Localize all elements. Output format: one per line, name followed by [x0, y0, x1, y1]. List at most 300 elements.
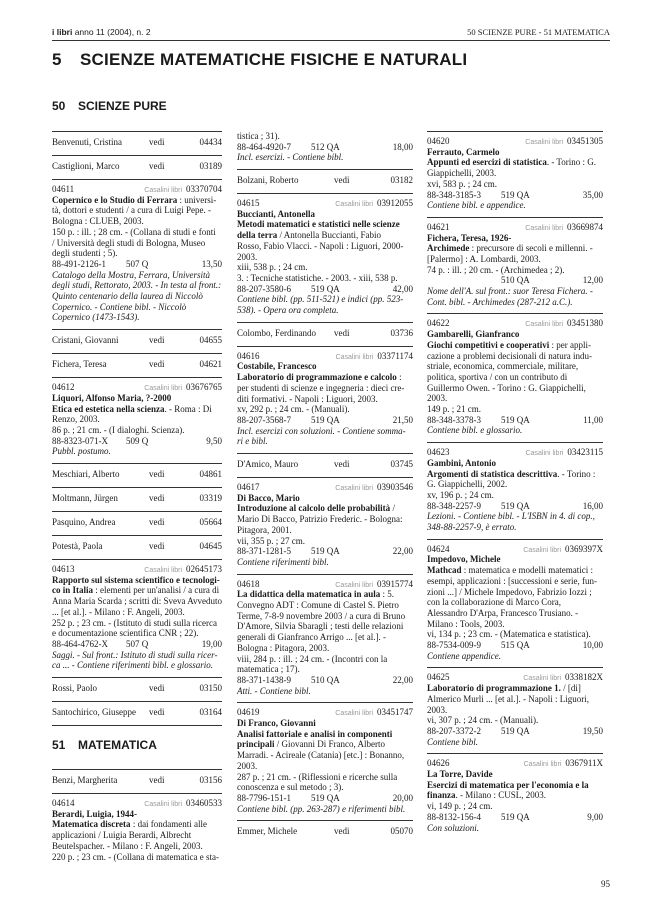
entry-body — [237, 718, 413, 814]
classification: 519 QA — [501, 414, 530, 425]
casalini-number: 03371174 — [377, 350, 413, 361]
price: 19,50 — [582, 725, 603, 736]
price: 35,00 — [582, 189, 603, 200]
casalini-number: 0369397X — [565, 543, 603, 554]
journal-issue: anno 11 (2004), n. 2 — [74, 27, 151, 37]
entry-line: Giappichelli, 2003. — [427, 168, 497, 179]
price: 19,00 — [201, 638, 222, 649]
entry-body — [427, 329, 603, 436]
entry-04626 — [427, 753, 603, 839]
journal-name: i libri — [52, 27, 73, 37]
casalini-number: 03423115 — [567, 447, 603, 458]
entry-subtitle: . - Torino : — [557, 468, 596, 479]
casalini-number: 03676765 — [186, 382, 222, 393]
entry-subtitle: / Giovanni Di Franco, Alberto — [274, 739, 385, 750]
ref-id: 05070 — [390, 826, 413, 837]
entry-line: Pitagora, 2001. — [237, 524, 292, 535]
entry-isbn-line — [237, 284, 413, 295]
casalini-label: Casalini libri — [525, 224, 563, 232]
entry-id: 04616 — [237, 350, 260, 361]
entry-line: vi, 149 p. ; 24 cm. — [427, 801, 493, 812]
entry-author: Impedovo, Michele — [427, 554, 501, 565]
entry-header — [237, 198, 413, 209]
entry-isbn-line — [427, 501, 603, 512]
entry-title: Appunti ed esercizi di statistica — [427, 157, 547, 168]
entry-body — [52, 195, 222, 323]
ref-vedi: vedi — [149, 775, 165, 785]
cross-reference — [52, 353, 222, 377]
subsection-number: 51 — [52, 738, 66, 752]
entry-title-line — [427, 683, 603, 694]
page-number: 95 — [601, 879, 610, 889]
entry-04625 — [427, 667, 603, 753]
ref-vedi: vedi — [334, 175, 350, 186]
entry-04613 — [52, 559, 222, 677]
entry-title-line — [237, 589, 413, 600]
entry-title: della terra — [237, 230, 278, 241]
casalini-number: 02645173 — [186, 564, 222, 574]
entry-subtitle: : elementi per un'analisi / a cura di — [93, 585, 220, 596]
ref-name: Emmer, Michele — [237, 826, 298, 837]
ref-vedi: vedi — [334, 459, 350, 470]
entry-title: Introduzione al calcolo delle probabilità — [237, 503, 391, 514]
casalini-label: Casalini libri — [523, 761, 562, 769]
entry-id: 04617 — [237, 482, 260, 493]
cross-reference — [52, 131, 222, 155]
ref-name: Benzi, Margherita — [52, 775, 118, 785]
entry-header — [427, 447, 603, 458]
entry-line: [Palermo] : A. Lombardi, 2003. — [427, 253, 541, 264]
entry-body — [427, 458, 603, 533]
entry-note: Catalogo della Mostra, Ferrara, Università — [52, 269, 210, 280]
entry-line: 252 p. ; 23 cm. - (Istituto di studi sulla ricerca — [52, 617, 217, 628]
casalini-label: Casalini libri — [335, 710, 373, 718]
entry-line: tistica ; 31). — [237, 131, 280, 141]
entry-title: Esercizi di matematica per l'economia e la — [427, 779, 589, 790]
entry-line: G. Giappichelli, 2002. — [427, 479, 508, 490]
section-number: 5 — [52, 50, 62, 69]
subsection-50-title — [52, 99, 167, 113]
entry-line: vi, 134 p. ; 23 cm. - (Matematica e statistica). — [427, 629, 591, 640]
entry-04619 — [237, 702, 413, 820]
entry-note: ca ... - Contiene riferimenti bibl. e glossario. — [52, 660, 213, 671]
entry-title-line — [52, 404, 222, 415]
entry-title: Analisi fattoriale e analisi in componenti — [237, 728, 393, 739]
casalini-number: 03451380 — [567, 318, 603, 329]
ref-name: Cristani, Giovanni — [52, 335, 119, 346]
entry-note: Lezioni. - Contiene bibl. - L'ISBN in 4. di cop., — [427, 511, 595, 522]
entry-title-line — [237, 372, 413, 383]
subsection-51-title — [52, 738, 157, 752]
entry-subtitle: : matematica e modelli matematici : — [461, 565, 593, 576]
ref-vedi: vedi — [149, 683, 165, 693]
entry-isbn-line — [427, 190, 603, 201]
price: 21,50 — [392, 415, 413, 425]
classification: 509 Q — [126, 435, 149, 446]
cross-reference — [52, 463, 222, 487]
price: 12,00 — [582, 275, 603, 286]
entry-line: D'Amore, Silvia Sbaragli ; testi delle relazioni — [237, 621, 404, 632]
entry-isbn-line — [237, 675, 413, 686]
entry-isbn-line — [52, 436, 222, 447]
casalini-number: 03915774 — [377, 578, 413, 589]
entry-line: degli studenti ; 5). — [52, 248, 118, 259]
cross-reference — [52, 487, 222, 511]
entry-note: ri e bibl. — [237, 436, 268, 447]
entry-note: Con soluzioni. — [427, 822, 480, 833]
entry-line: Beutelspacher. - Milano : F. Angeli, 2003. — [52, 840, 203, 851]
isbn: 88-207-3580-6 — [237, 283, 291, 294]
entry-line: 287 p. ; 21 cm. - (Riflessioni e ricerche sulla — [237, 771, 398, 782]
entry-line: applicazioni / Luigia Berardi, Albrecht — [52, 830, 192, 841]
cross-reference — [52, 769, 222, 793]
entry-note: Atti. - Contiene bibl. — [237, 685, 311, 696]
entry-title: Metodi matematici e statistici nelle scienze — [237, 219, 400, 230]
classification: 519 QA — [311, 283, 340, 294]
entry-line: viii, 284 p. : ill. ; 24 cm. - (Incontri con la — [237, 653, 388, 664]
entry-line: generali di Gianfranco Arrigo ... [et al.]. - — [237, 632, 386, 643]
entry-subtitle: : dai fondamenti alle — [130, 819, 208, 830]
entry-note: Contiene bibl. (pp. 263-287) e riferimenti bibl. — [237, 803, 406, 814]
entry-isbn-line — [427, 640, 603, 651]
entry-isbn-line — [427, 275, 603, 286]
entry-note: Copernico. - Contiene bibl. - Niccolò — [52, 301, 187, 312]
entry-isbn-line — [52, 259, 222, 270]
ref-name: Santochirico, Giuseppe — [52, 707, 136, 717]
entry-title: Matematica discreta — [52, 819, 131, 830]
entry-title: Laboratorio di programmazione 1. — [427, 683, 561, 694]
entry-note: Contiene bibl. (pp. 511-521) e indici (pp. 523- — [237, 294, 404, 305]
entry-header — [427, 318, 603, 329]
entry-subtitle: . - Roma : Di — [164, 403, 212, 414]
entry-title-line — [52, 585, 222, 596]
entry-title-line — [427, 469, 603, 480]
subsection-name: MATEMATICA — [78, 738, 157, 752]
casalini-number: 03669874 — [567, 221, 603, 232]
column-1-bottom — [52, 769, 222, 868]
entry-id: 04611 — [52, 184, 75, 194]
entry-line: 149 p. ; 21 cm. — [427, 404, 481, 415]
ref-vedi: vedi — [149, 469, 165, 479]
entry-header — [237, 351, 413, 362]
entry-id: 04615 — [237, 198, 260, 209]
entry-id: 04621 — [427, 221, 450, 232]
entry-title: Etica ed estetica nella scienza — [52, 403, 165, 414]
entry-line: / Università degli studi di Bologna, Museo — [52, 237, 206, 248]
entry-title: Mathcad — [427, 565, 462, 576]
ref-name: Colombo, Ferdinando — [237, 327, 316, 338]
entry-id: 04626 — [427, 758, 450, 769]
entry-line: tà, dottori e studenti / a cura di Luigi Pepe. - — [52, 205, 211, 216]
entry-note: Contiene riferimenti bibl. — [237, 556, 329, 567]
entry-note: 348-88-2257-9, è errato. — [427, 522, 517, 533]
classification: 507 Q — [126, 638, 149, 649]
entry-isbn-line — [52, 639, 222, 650]
classification: 519 QA — [501, 500, 530, 511]
entry-line: Mario Di Bacco, Patrizio Frederic. - Bologna: — [237, 514, 403, 525]
cross-reference — [52, 701, 222, 726]
isbn: 88-464-4762-X — [52, 638, 108, 649]
subsection-number: 50 — [52, 99, 66, 113]
ref-id: 03189 — [199, 161, 222, 171]
ref-vedi: vedi — [149, 707, 165, 717]
entry-id: 04614 — [52, 798, 75, 808]
entry-title-line — [52, 195, 222, 206]
entry-04624 — [427, 539, 603, 668]
ref-id: 04655 — [199, 335, 222, 346]
entry-body — [52, 393, 222, 457]
entry-id: 04622 — [427, 318, 450, 329]
entry-title-line — [237, 739, 413, 750]
entry-header — [237, 482, 413, 493]
entry-author: Gambini, Antonio — [427, 457, 497, 468]
entry-line: per studenti di scienze e ingegneria : dieci cre- — [237, 382, 405, 393]
entry-line: esempi, applicazioni : [successioni e serie, fun- — [427, 575, 597, 586]
ref-id: 03156 — [199, 775, 222, 785]
classification: 519 QA — [501, 811, 530, 822]
ref-name: Moltmann, Jürgen — [52, 493, 118, 503]
entry-subtitle: : precursore di secoli e millenni. - — [469, 243, 593, 254]
casalini-number: 0338182X — [565, 672, 603, 683]
entry-04623 — [427, 442, 603, 539]
casalini-label: Casalini libri — [335, 485, 373, 493]
entry-title: co in Italia — [52, 585, 94, 596]
column-2 — [237, 131, 413, 844]
ref-id: 04861 — [199, 469, 222, 479]
entry-body — [427, 683, 603, 747]
entry-04622 — [427, 313, 603, 442]
entry-title-line — [427, 565, 603, 576]
entry-line: Rosso, Fabio Vlacci. - Napoli : Liguori, 2000- — [237, 240, 404, 251]
entry-author: La Torre, Davide — [427, 769, 493, 780]
price: 22,00 — [392, 675, 413, 685]
ref-id: 03150 — [199, 683, 222, 693]
entry-note: Saggi. - Sul front.: Istituto di studi sulla ricer- — [52, 649, 218, 660]
cross-reference — [237, 453, 413, 477]
price: 42,00 — [392, 283, 413, 294]
entry-id: 04620 — [427, 136, 450, 146]
entry-note: Quinto centenario della laurea di Niccolò — [52, 291, 203, 301]
classification: 519 QA — [501, 725, 530, 736]
classification: 512 QA — [311, 141, 340, 152]
entry-line: 74 p. : ill. ; 20 cm. - (Archimedea ; 2). — [427, 264, 565, 275]
casalini-label: Casalini libri — [144, 385, 182, 393]
entry-body — [427, 147, 603, 211]
entry-title: finanza — [427, 790, 456, 801]
ref-vedi: vedi — [149, 137, 165, 147]
entry-note: 538). - Opera ora completa. — [237, 305, 339, 316]
ref-name: Rossi, Paolo — [52, 683, 98, 693]
entry-author: Gambarelli, Gianfranco — [427, 329, 520, 340]
entry-title: Laboratorio di programmazione e calcolo — [237, 372, 397, 383]
entry-header — [52, 382, 222, 393]
entry-line: matematica ; 17). — [237, 664, 300, 675]
casalini-label: Casalini libri — [335, 581, 373, 589]
ref-vedi: vedi — [149, 541, 165, 551]
entry-isbn-line — [237, 415, 413, 426]
isbn: 88-348-2257-9 — [427, 500, 481, 511]
cross-reference — [52, 155, 222, 179]
entry-line: 2003. — [427, 704, 448, 715]
price: 22,00 — [392, 546, 413, 557]
price: 10,00 — [582, 640, 603, 651]
casalini-label: Casalini libri — [525, 139, 563, 146]
entry-author: Liquori, Alfonso Maria, ?-2000 — [52, 392, 172, 403]
price: 16,00 — [582, 500, 603, 511]
entry-subtitle: / Antonella Buccianti, Fabio — [277, 230, 381, 241]
entry-author: Berardi, Luigia, 1944- — [52, 808, 137, 819]
price: 9,50 — [206, 435, 222, 446]
entry-isbn-line — [237, 142, 413, 153]
column-1 — [52, 131, 222, 726]
entry-body — [427, 233, 603, 308]
ref-id: 03164 — [199, 707, 222, 717]
entry-title: principali — [237, 739, 275, 750]
entry-isbn-line — [427, 415, 603, 426]
cross-reference — [52, 329, 222, 353]
isbn: 88-207-3372-2 — [427, 725, 481, 736]
entry-line: conoscenza e sul metodo ; 3). — [237, 782, 344, 793]
entry-header — [52, 798, 222, 809]
isbn: 88-7796-151-1 — [237, 793, 291, 803]
entry-body — [427, 769, 603, 833]
price: 11,00 — [583, 414, 603, 425]
entry-line: 2003. — [427, 393, 448, 404]
entry-line: Almerico Murli ... [et al.]. - Napoli : Liguori, — [427, 693, 589, 704]
entry-line: xv, 292 p. ; 24 cm. - (Manuali). — [237, 404, 350, 415]
ref-name: Meschiari, Alberto — [52, 469, 120, 479]
cross-reference — [237, 820, 413, 844]
casalini-label: Casalini libri — [335, 353, 374, 361]
section-title — [52, 50, 467, 70]
ref-name: Potestà, Paola — [52, 541, 103, 551]
entry-line: Bologna : Pitagora, 2003. — [237, 642, 330, 653]
entry-title: Argomenti di statistica descrittiva — [427, 468, 558, 479]
classification: 519 QA — [311, 415, 340, 425]
price: 18,00 — [392, 141, 413, 152]
price: 20,00 — [392, 793, 413, 803]
entry-author: Fichera, Teresa, 1926- — [427, 232, 512, 243]
isbn: 88-7534-009-9 — [427, 640, 481, 651]
casalini-label: Casalini libri — [523, 546, 561, 554]
entry-body — [237, 209, 413, 316]
classification: 519 QA — [311, 546, 340, 557]
entry-title: Rapporto sul sistema scientifico e tecnologi- — [52, 574, 220, 585]
casalini-number: 03460533 — [186, 798, 222, 808]
casalini-label: Casalini libri — [525, 450, 564, 458]
entry-line: 86 p. ; 21 cm. - (I dialoghi. Scienza). — [52, 424, 185, 435]
entry-line: zioni ...] / Michele Impedovo, Fabrizio Iozzi ; — [427, 586, 592, 597]
ref-vedi: vedi — [149, 335, 165, 346]
entry-note: Incl. esercizi. - Contiene bibl. — [237, 152, 344, 163]
entry-line: xiii, 538 p. ; 24 cm. — [237, 262, 308, 273]
casalini-label: Casalini libri — [144, 567, 182, 574]
entry-body — [427, 554, 603, 661]
entry-title: La didattica della matematica in aula — [237, 589, 381, 600]
casalini-number: 03912055 — [377, 198, 413, 209]
entry-line: Renzo, 2003. — [52, 414, 100, 425]
classification: 510 QA — [501, 275, 530, 286]
casalini-number: 03451305 — [567, 136, 603, 146]
cross-reference — [237, 169, 413, 193]
entry-04611 — [52, 179, 222, 329]
entry-header — [427, 672, 603, 683]
isbn: 88-8132-156-4 — [427, 811, 481, 822]
ref-id: 04645 — [199, 541, 222, 551]
ref-id: 03319 — [199, 493, 222, 503]
ref-name: D'Amico, Mauro — [237, 459, 299, 470]
ref-vedi: vedi — [334, 826, 350, 837]
ref-id: 03745 — [390, 459, 413, 470]
ref-id: 03182 — [390, 175, 413, 186]
ref-name: Pasquino, Andrea — [52, 517, 116, 527]
entry-subtitle: / [di] — [560, 683, 581, 694]
entry-subtitle: : universi- — [177, 194, 217, 205]
entry-04614 — [52, 793, 222, 868]
ref-vedi: vedi — [149, 359, 165, 370]
ref-name: Fichera, Teresa — [52, 359, 107, 370]
entry-title-line — [427, 243, 603, 254]
ref-vedi: vedi — [149, 517, 165, 527]
entry-04617 — [237, 477, 413, 574]
entry-04618 — [237, 574, 413, 703]
entry-line: striale, economica, commerciale, militare, — [427, 361, 579, 372]
entry-subtitle: : 5. — [380, 589, 395, 600]
entry-line: e documentazione scientifica CNR ; 22). — [52, 628, 199, 639]
subsection-name: SCIENZE PURE — [78, 99, 167, 113]
ref-name: Benvenuti, Cristina — [52, 137, 122, 147]
cross-reference — [52, 677, 222, 701]
isbn: 88-8323-071-X — [52, 435, 108, 446]
classification: 510 QA — [311, 675, 340, 685]
entry-line: vi, 307 p. ; 24 cm. - (Manuali). — [427, 715, 539, 726]
entry-line: Marradi. - Acireale (Catania) [etc.] : Bonanno, — [237, 750, 405, 761]
casalini-label: Casalini libri — [335, 201, 373, 209]
cross-reference — [52, 535, 222, 559]
entry-author: Di Franco, Giovanni — [237, 718, 316, 729]
entry-title: Archimede — [427, 243, 470, 254]
cross-reference — [52, 511, 222, 535]
entry-header — [237, 707, 413, 718]
entry-subtitle: / — [390, 503, 395, 514]
entry-id: 04624 — [427, 543, 450, 554]
entry-subtitle: : per appli- — [549, 339, 591, 350]
entry-line: 2003. — [237, 251, 258, 262]
price: 9,00 — [587, 811, 603, 822]
ref-id: 05664 — [199, 517, 222, 527]
entry-header — [427, 136, 603, 147]
entry-id: 04625 — [427, 672, 450, 683]
entry-title-line — [237, 230, 413, 241]
isbn: 88-348-3378-3 — [427, 414, 481, 425]
column-3 — [427, 131, 603, 839]
entry-author: Di Bacco, Mario — [237, 492, 300, 503]
entry-header — [52, 564, 222, 575]
entry-body — [237, 589, 413, 696]
running-section: 50 SCIENZE PURE - 51 MATEMATICA — [467, 27, 610, 37]
entry-title-line — [427, 157, 603, 168]
entry-subtitle: . - Milano : CUSL, 2003. — [455, 790, 547, 801]
entry-04620 — [427, 131, 603, 217]
entry-isbn-line — [237, 793, 413, 804]
entry-subtitle: : — [396, 372, 402, 383]
isbn: 88-371-1438-9 — [237, 675, 291, 685]
entry-note: Cont. bibl. - Archimedes (287-212 a.C.). — [427, 296, 573, 307]
casalini-label: Casalini libri — [144, 801, 182, 808]
entry-line: 3. : Tecniche statistiche. - 2003. - xiii, 538 p. — [237, 273, 398, 283]
entry-header — [427, 758, 603, 769]
entry-title-line — [52, 819, 222, 830]
